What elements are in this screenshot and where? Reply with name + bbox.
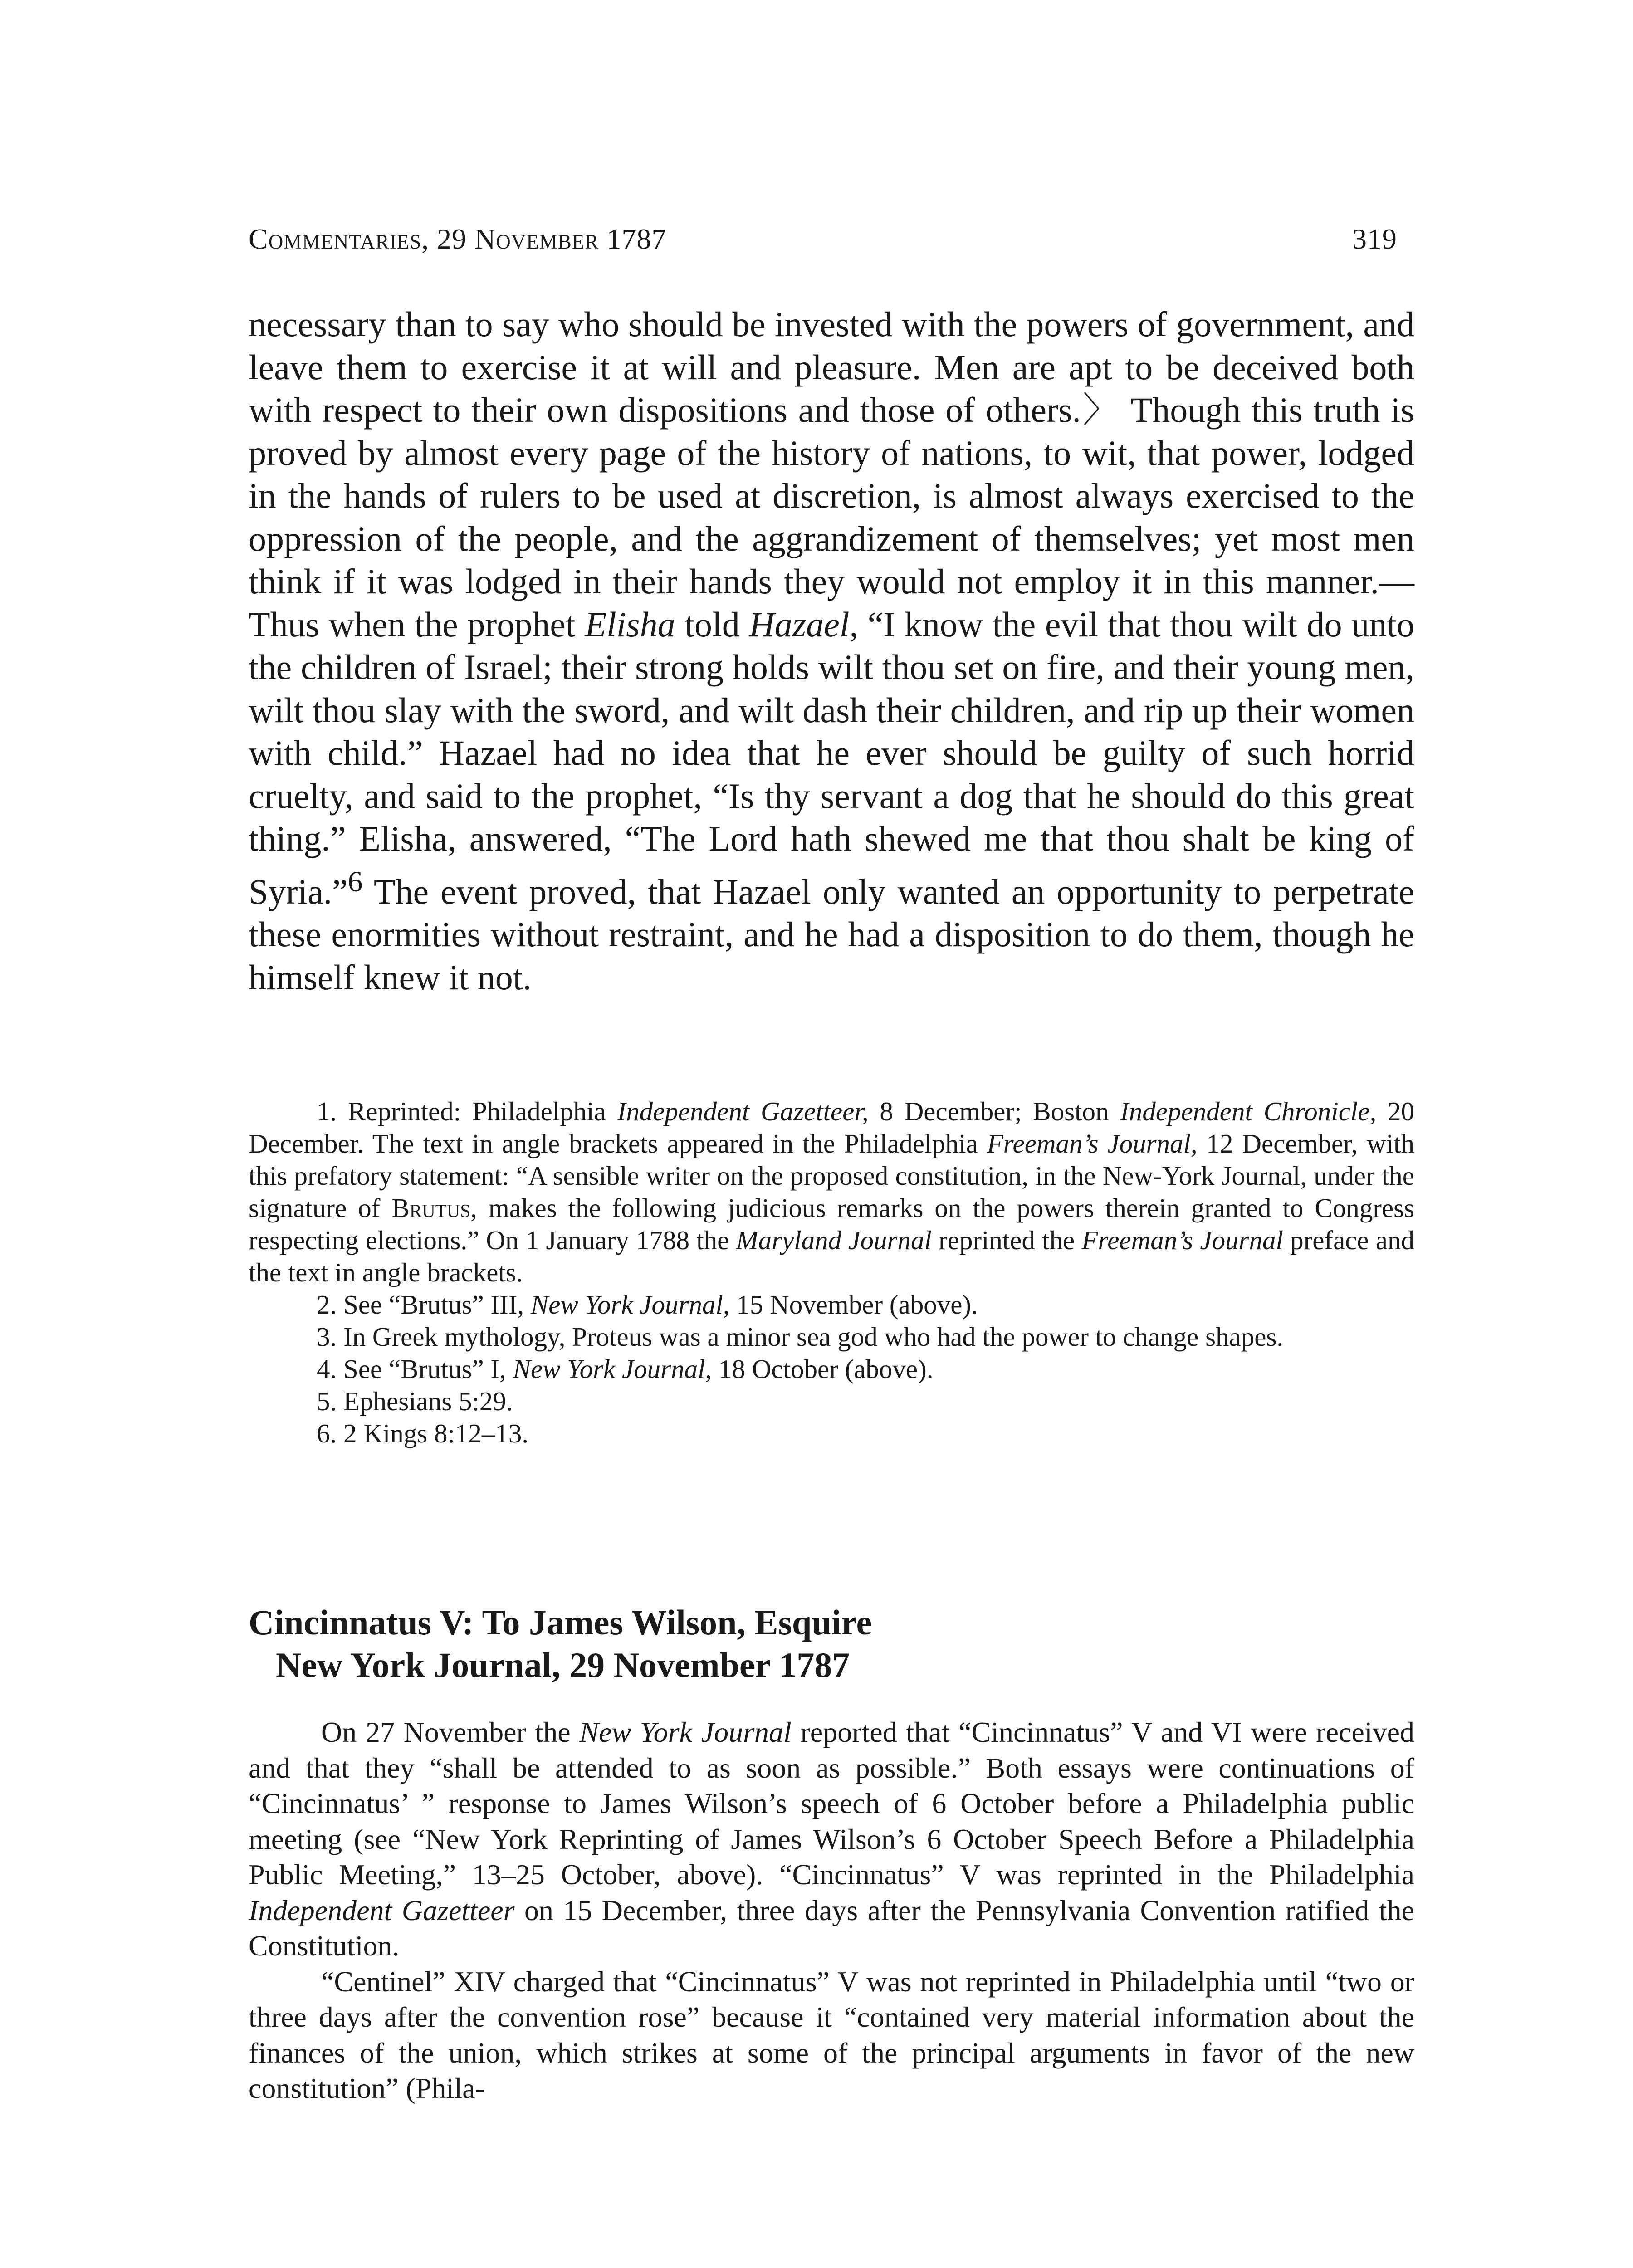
body-segment: necessary than to say who should be invested with the powers of government, and leave them to exercise it at will and pleasure. Men are apt to be deceived both with respect to their own dispositions and those of others.〉 Though this truth is proved by almost every page of the history of nations, to wit, that power, lodged in the hands of rulers to be used at discretion, is almost always exercised to the oppression of the people, and the aggrandizement of themselves; yet most men think if it was lodged in their hands they would not employ it in this manner.—Thus when the prophet [249, 304, 1414, 644]
note-text: 15 November (above). [729, 1290, 978, 1320]
note-title: Independent Gazetteer, [617, 1096, 869, 1126]
note-title: New York Journal, [513, 1354, 712, 1384]
note-text: 4. See “Brutus” I, [317, 1354, 513, 1384]
body-segment: “I know the evil that thou wilt do unto the children of Israel; their strong holds wilt thou set on fire, and their young men, wilt thou slay with the sword, and wilt dash their children, and rip up their women with child.” Hazael had no idea that he ever should be guilty of such horrid cruelty, and said to the prophet, “Is thy servant a dog that he should do this great thing.” Elisha, answered, “The Lord hath shewed me that thou shalt be king of Syria.” [249, 604, 1415, 911]
note-text: 2. See “Brutus” III, [317, 1290, 531, 1320]
footnote-reference: 6 [347, 865, 363, 898]
note-title: Freeman’s Journal, [987, 1129, 1198, 1158]
headnote-paragraph-1 [249, 1715, 1414, 1964]
headnote-text: on 15 December, three days after the Pennsylvania Convention ratified the Constitution. [249, 1894, 1415, 1962]
note-text: 20 December. The text in angle brackets appeared in the Philadelphia [249, 1096, 1415, 1158]
headnote [249, 1715, 1414, 2107]
body-name-elisha: Elisha [585, 604, 675, 644]
note-text: 1. Reprinted: Philadelphia [317, 1096, 617, 1126]
endnote-3: 3. In Greek mythology, Proteus was a minor sea god who had the power to change shapes. [317, 1322, 1284, 1352]
headnote-title: New York Journal [579, 1716, 792, 1748]
body-paragraph [249, 303, 1414, 999]
page-number: 319 [1352, 223, 1397, 255]
endnote-1 [249, 1095, 1414, 1289]
note-smallcaps: Brutus [391, 1193, 471, 1223]
note-text: preface and the text in angle brackets. [249, 1225, 1414, 1287]
note-text: , makes the following judicious remarks on the powers therein granted to Congress respecting elections.” On 1 January 1788 the [249, 1193, 1414, 1255]
body-name-hazael: Hazael, [749, 604, 858, 644]
section-heading [249, 1601, 1414, 1686]
running-head-title: Commentaries, 29 November 1787 [249, 223, 667, 255]
note-title: Independent Chronicle, [1120, 1096, 1377, 1126]
note-text: reprinted the [931, 1225, 1082, 1255]
note-title: New York Journal, [530, 1290, 730, 1320]
body-segment: The event proved, that Hazael only wanted an opportunity to perpetrate these enormities without restraint, and he had a disposition to do them, though he himself knew it not. [249, 871, 1414, 997]
note-text: 18 October (above). [712, 1354, 934, 1384]
note-title: Freeman’s Journal [1081, 1225, 1283, 1255]
section-source: New York Journal, 29 November 1787 [276, 1645, 850, 1685]
endnote-4 [249, 1353, 1414, 1385]
endnotes [249, 1095, 1414, 1450]
endnote-5: 5. Ephesians 5:29. [317, 1386, 513, 1416]
headnote-paragraph-2: “Centinel” XIV charged that “Cincinnatus” V was not reprinted in Philadelphia until “two or three days after the convention rose” because it “contained very material information about the finances of the union, which strikes at some of the principal arguments in favor of the new constitution” (Phila- [249, 1965, 1414, 2104]
endnote-2 [249, 1289, 1414, 1321]
body-segment: told [675, 604, 749, 644]
running-head [249, 222, 1397, 259]
note-title: Maryland Journal [736, 1225, 932, 1255]
headnote-text: reported that “Cincinnatus” V and VI were received and that they “shall be attended to as soon as possible.” Both essays were continuations of “Cincinnatus’ ” response to James Wilson’s speech of 6 October before a Philadelphia public meeting (see “New York Reprinting of James Wilson’s 6 October Speech Before a Philadelphia Public Meeting,” 13–25 October, above). “Cincinnatus” V was reprinted in the Philadelphia [249, 1716, 1414, 1891]
body-text [249, 303, 1414, 999]
endnote-6: 6. 2 Kings 8:12–13. [317, 1418, 529, 1448]
note-text: 12 December, with this prefatory statement: “A sensible writer on the proposed constitution, in the New-York Journal, under the signature of [249, 1129, 1414, 1223]
note-text: 8 December; Boston [868, 1096, 1120, 1126]
headnote-text: On 27 November the [321, 1716, 580, 1748]
section-title: Cincinnatus V: To James Wilson, Esquire [249, 1603, 872, 1642]
headnote-title: Independent Gazetteer [249, 1894, 515, 1926]
